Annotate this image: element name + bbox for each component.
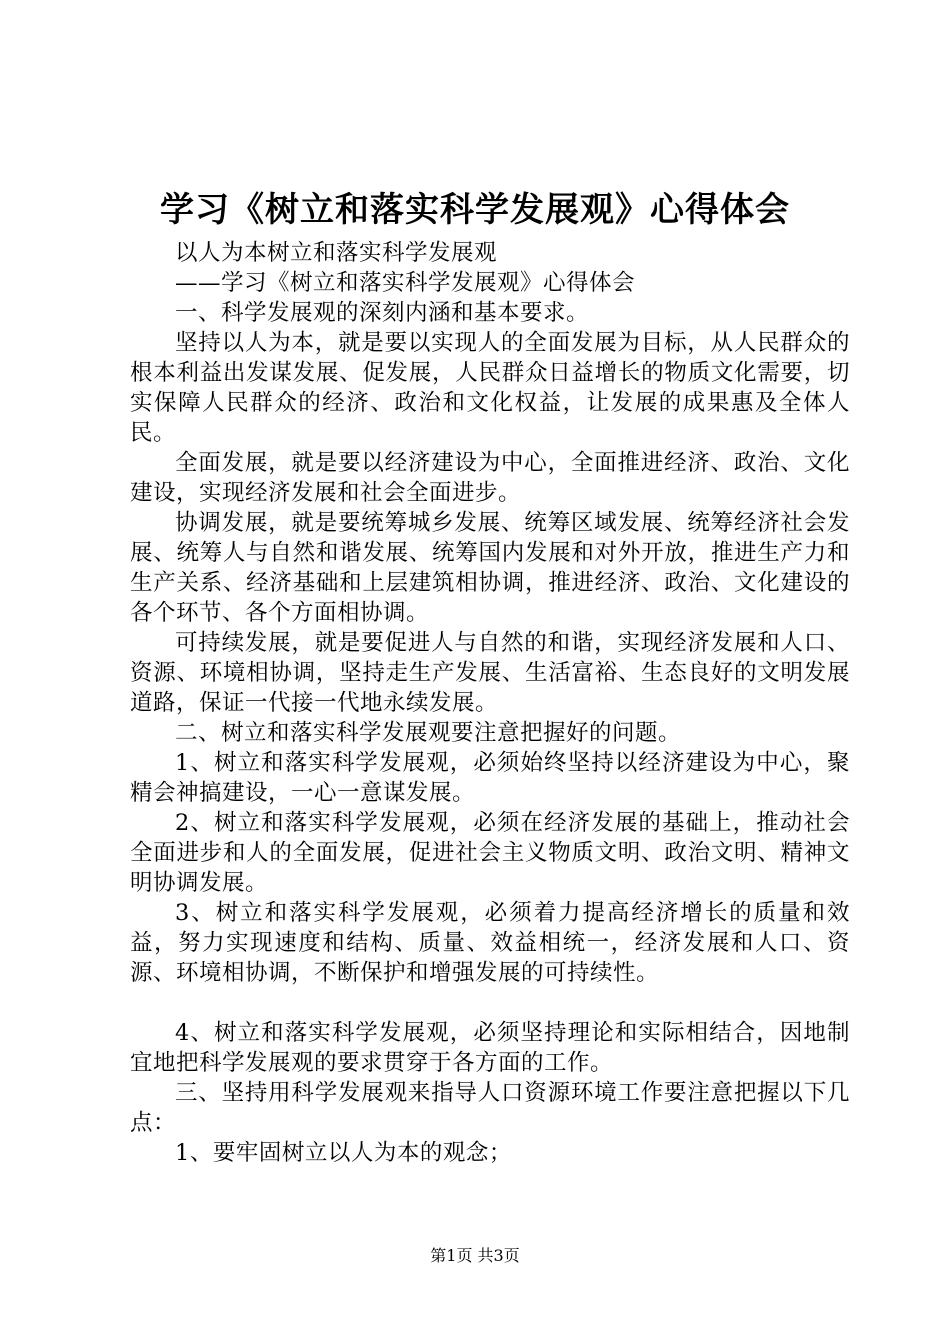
page-number-footer: 第1页 共3页 [430,1246,520,1265]
paragraph-people-oriented: 坚持以人为本，就是要以实现人的全面发展为目标，从人民群众的根本利益出发谋发展、促发展，人民群众日益增长的物质文化需要，切实保障人民群众的经济、政治和文化权益，让发展的成果惠及全体人民。 [130,330,850,446]
subtitle-dash-line: ——学习《树立和落实科学发展观》心得体会 [175,270,636,296]
list-item-3-1: 1、要牢固树立以人为本的观念； [175,1140,512,1166]
paragraph-coordinated-development: 协调发展，就是要统筹城乡发展、统筹区域发展、统筹经济社会发展、统筹人与自然和谐发展、统筹国内发展和对外开放，推进生产力和生产关系、经济基础和上层建筑相协调，推进经济、政治、文化建设的各个环节、各个方面相协调。 [130,510,850,626]
paragraph-comprehensive-development: 全面发展，就是要以经济建设为中心，全面推进经济、政治、文化建设，实现经济发展和社会全面进步。 [130,450,850,506]
list-item-2-1: 1、树立和落实科学发展观，必须始终坚持以经济建设为中心，聚精会神搞建设，一心一意谋发展。 [130,750,850,806]
section-heading-3: 三、坚持用科学发展观来指导人口资源环境工作要注意把握以下几点： [130,1080,850,1136]
document-title: 学习《树立和落实科学发展观》心得体会 [160,190,790,230]
list-item-2-2: 2、树立和落实科学发展观，必须在经济发展的基础上，推动社会全面进步和人的全面发展，促进社会主义物质文明、政治文明、精神文明协调发展。 [130,810,850,896]
section-heading-2: 二、树立和落实科学发展观要注意把握好的问题。 [175,720,682,746]
list-item-2-4: 4、树立和落实科学发展观，必须坚持理论和实际相结合，因地制宜地把科学发展观的要求贯穿于各方面的工作。 [130,1020,850,1076]
subtitle-line: 以人为本树立和落实科学发展观 [175,240,498,266]
section-heading-1: 一、科学发展观的深刻内涵和基本要求。 [175,300,590,326]
list-item-2-3: 3、树立和落实科学发展观，必须着力提高经济增长的质量和效益，努力实现速度和结构、质量、效益相统一，经济发展和人口、资源、环境相协调，不断保护和增强发展的可持续性。 [130,900,850,986]
document-body [130,238,850,1168]
paragraph-sustainable-development: 可持续发展，就是要促进人与自然的和谐，实现经济发展和人口、资源、环境相协调，坚持走生产发展、生活富裕、生态良好的文明发展道路，保证一代接一代地永续发展。 [130,630,850,716]
